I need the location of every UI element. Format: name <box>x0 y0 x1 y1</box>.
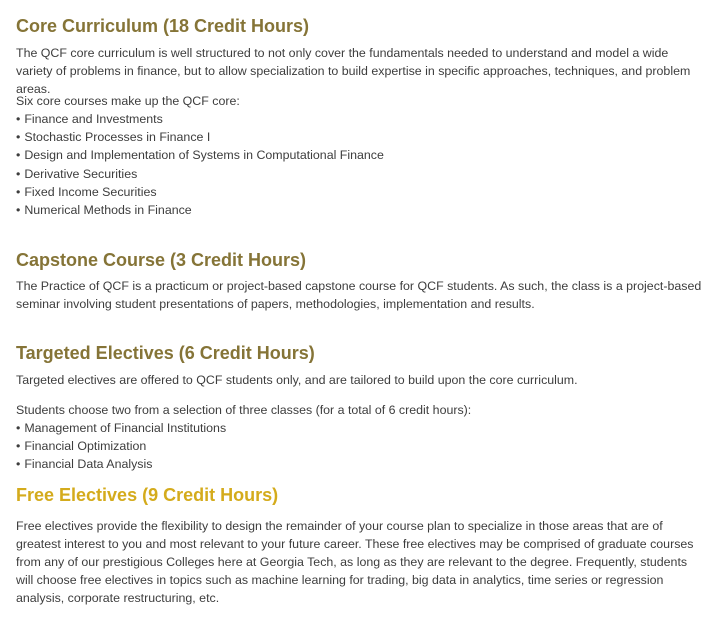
list-item: • Finance and Investments <box>16 110 706 128</box>
list-item: • Financial Data Analysis <box>16 455 706 473</box>
targeted-electives-heading: Targeted Electives (6 Credit Hours) <box>16 343 315 363</box>
capstone-heading: Capstone Course (3 Credit Hours) <box>16 250 307 270</box>
core-course-list <box>16 110 706 219</box>
list-item: • Fixed Income Securities <box>16 183 706 201</box>
free-electives-description: Free electives provide the flexibility to design the remainder of your course plan to specialize in those areas that are of greatest interest to you and most relevant to your future career. These free electives may be comprised of graduate courses from any of our prestigious Colleges here at Georgia Tech, as long as they are relevant to the degree. Frequently, students will choose free electives in topics such as machine learning for trading, big data in analytics, time series or regression analysis, corporate restructuring, etc. <box>16 519 694 605</box>
core-courses-intro: Six core courses make up the QCF core: <box>16 94 240 108</box>
capstone-description: The Practice of QCF is a practicum or project-based capstone course for QCF students. As such, the class is a project-based seminar involving student presentations of papers, methodologies, implementation and results. <box>16 279 702 311</box>
core-curriculum-description: The QCF core curriculum is well structured to not only cover the fundamentals needed to understand and model a wide variety of problems in finance, but to allow specialization to build expertise in specific approaches, techniques, and problem areas. <box>16 46 691 96</box>
targeted-electives-description: Targeted electives are offered to QCF students only, and are tailored to build upon the core curriculum. <box>16 373 578 387</box>
targeted-electives-intro: Students choose two from a selection of three classes (for a total of 6 credit hours): <box>16 403 472 417</box>
list-item: • Management of Financial Institutions <box>16 419 706 437</box>
list-item: • Financial Optimization <box>16 437 706 455</box>
list-item: • Design and Implementation of Systems in Computational Finance <box>16 146 706 164</box>
core-curriculum-heading: Core Curriculum (18 Credit Hours) <box>16 16 310 36</box>
targeted-course-list <box>16 419 706 474</box>
list-item: • Numerical Methods in Finance <box>16 201 706 219</box>
free-electives-heading: Free Electives (9 Credit Hours) <box>16 485 279 505</box>
list-item: • Stochastic Processes in Finance I <box>16 128 706 146</box>
list-item: • Derivative Securities <box>16 165 706 183</box>
